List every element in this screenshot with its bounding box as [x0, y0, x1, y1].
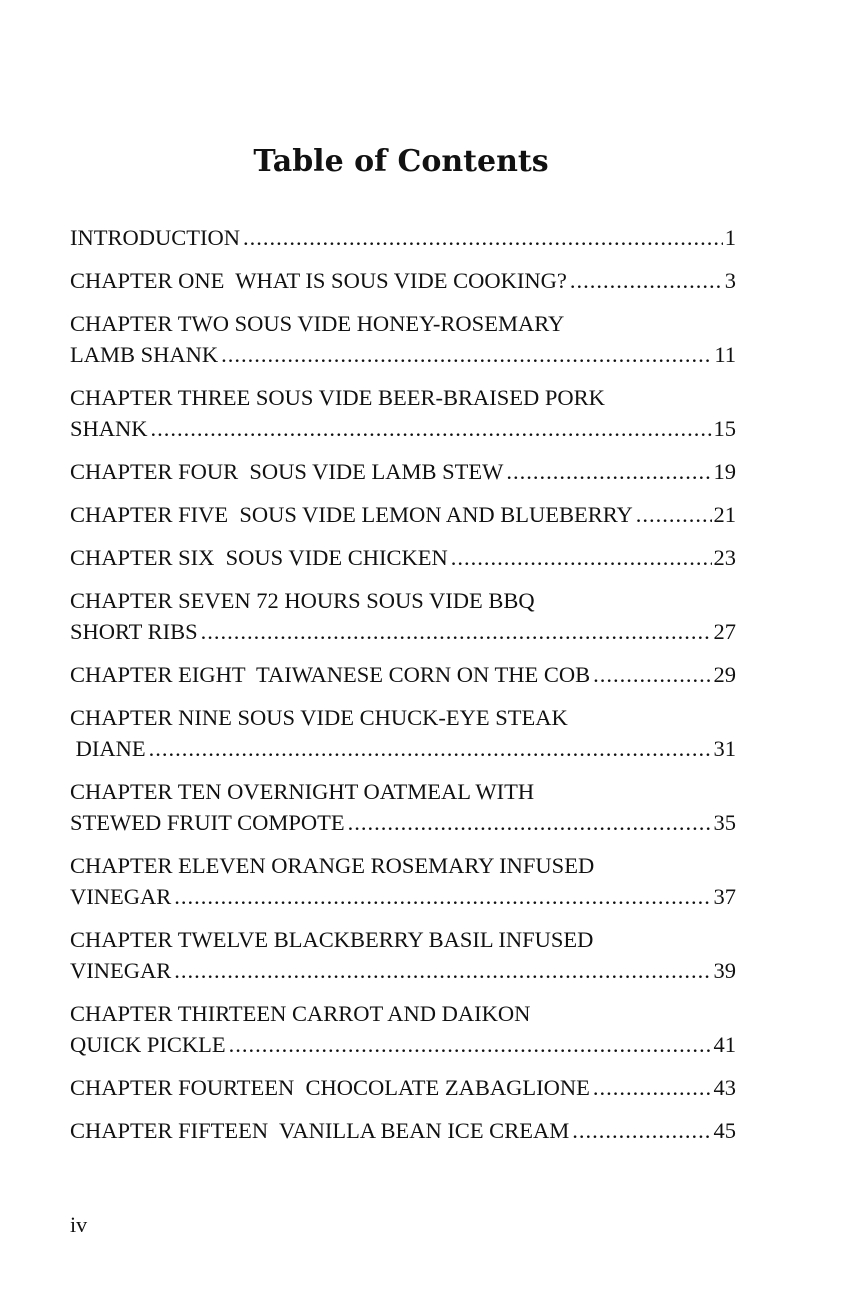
toc-entry-title-line: CHAPTER SEVEN 72 HOURS SOUS VIDE BBQ — [70, 588, 535, 613]
toc-entry[interactable] — [70, 585, 736, 647]
dot-leader — [201, 616, 712, 647]
toc-list — [70, 222, 736, 1158]
toc-entry-page-number: 39 — [713, 958, 736, 983]
toc-entry[interactable] — [70, 499, 736, 530]
dot-leader — [229, 1029, 712, 1060]
toc-entry-title: VINEGAR — [70, 958, 172, 983]
toc-entry-title-line: CHAPTER TWELVE BLACKBERRY BASIL INFUSED — [70, 927, 594, 952]
toc-entry-page-number: 21 — [713, 502, 736, 527]
dot-leader — [151, 413, 712, 444]
toc-entry-page-number: 1 — [724, 225, 736, 250]
toc-entry-title: CHAPTER FIFTEEN VANILLA BEAN ICE CREAM — [70, 1118, 570, 1143]
toc-entry[interactable] — [70, 1115, 736, 1146]
toc-entry-title-line: CHAPTER TWO SOUS VIDE HONEY-ROSEMARY — [70, 311, 565, 336]
toc-entry-leader-line — [70, 222, 736, 253]
toc-entry[interactable] — [70, 382, 736, 444]
toc-entry-leader-line — [70, 265, 736, 296]
toc-entry[interactable] — [70, 998, 736, 1060]
toc-entry[interactable] — [70, 542, 736, 573]
toc-entry-title: CHAPTER FIVE SOUS VIDE LEMON AND BLUEBERRY — [70, 502, 633, 527]
dot-leader — [570, 265, 723, 296]
toc-entry-title-line: CHAPTER THIRTEEN CARROT AND DAIKON — [70, 1001, 531, 1026]
dot-leader — [243, 222, 723, 253]
toc-entry[interactable] — [70, 702, 736, 764]
toc-entry[interactable] — [70, 924, 736, 986]
toc-entry-title: SHORT RIBS — [70, 619, 198, 644]
toc-entry-leader-line — [70, 659, 736, 690]
toc-entry-page-number: 27 — [713, 619, 736, 644]
toc-entry-page-number: 37 — [713, 884, 736, 909]
dot-leader — [572, 1115, 711, 1146]
dot-leader — [221, 339, 712, 370]
toc-entry-title: CHAPTER FOURTEEN CHOCOLATE ZABAGLIONE — [70, 1075, 590, 1100]
page-number-footer: iv — [70, 1212, 88, 1237]
toc-entry-title: INTRODUCTION — [70, 225, 240, 250]
toc-entry-page-number: 41 — [713, 1032, 736, 1057]
toc-entry[interactable] — [70, 308, 736, 370]
toc-entry-title: VINEGAR — [70, 884, 172, 909]
toc-entry-page-number: 43 — [713, 1075, 736, 1100]
toc-entry[interactable] — [70, 850, 736, 912]
toc-entry-leader-line — [70, 413, 736, 444]
dot-leader — [348, 807, 712, 838]
dot-leader — [636, 499, 712, 530]
toc-entry[interactable] — [70, 776, 736, 838]
toc-entry-leader-line — [70, 955, 736, 986]
toc-entry-page-number: 11 — [714, 342, 736, 367]
toc-entry-leader-line — [70, 733, 736, 764]
dot-leader — [451, 542, 712, 573]
toc-entry[interactable] — [70, 1072, 736, 1103]
toc-entry-leader-line — [70, 339, 736, 370]
toc-entry-page-number: 23 — [713, 545, 736, 570]
toc-entry-page-number: 15 — [713, 416, 736, 441]
toc-entry[interactable] — [70, 659, 736, 690]
toc-entry[interactable] — [70, 265, 736, 296]
dot-leader — [593, 659, 711, 690]
toc-entry-leader-line — [70, 1029, 736, 1060]
toc-entry-leader-line — [70, 456, 736, 487]
dot-leader — [174, 881, 711, 912]
toc-entry-page-number: 29 — [713, 662, 736, 687]
page-title: Table of Contents — [253, 144, 549, 179]
toc-entry-title: LAMB SHANK — [70, 342, 219, 367]
dot-leader — [174, 955, 711, 986]
toc-entry-title: STEWED FRUIT COMPOTE — [70, 810, 345, 835]
toc-entry-leader-line — [70, 616, 736, 647]
dot-leader — [506, 456, 711, 487]
toc-entry-title: CHAPTER FOUR SOUS VIDE LAMB STEW — [70, 459, 504, 484]
toc-entry-page-number: 19 — [713, 459, 736, 484]
toc-entry[interactable] — [70, 456, 736, 487]
toc-entry-page-number: 45 — [713, 1118, 736, 1143]
toc-entry[interactable] — [70, 222, 736, 253]
toc-entry-leader-line — [70, 807, 736, 838]
toc-entry-title: DIANE — [70, 736, 146, 761]
toc-entry-title: CHAPTER SIX SOUS VIDE CHICKEN — [70, 545, 448, 570]
toc-entry-title-line: CHAPTER TEN OVERNIGHT OATMEAL WITH — [70, 779, 535, 804]
toc-entry-title: QUICK PICKLE — [70, 1032, 226, 1057]
toc-entry-leader-line — [70, 1072, 736, 1103]
toc-entry-leader-line — [70, 499, 736, 530]
dot-leader — [149, 733, 712, 764]
toc-entry-page-number: 31 — [713, 736, 736, 761]
toc-entry-leader-line — [70, 1115, 736, 1146]
toc-entry-title: CHAPTER EIGHT TAIWANESE CORN ON THE COB — [70, 662, 591, 687]
toc-entry-page-number: 35 — [713, 810, 736, 835]
toc-entry-page-number: 3 — [724, 268, 736, 293]
toc-entry-leader-line — [70, 881, 736, 912]
toc-entry-title: SHANK — [70, 416, 148, 441]
dot-leader — [593, 1072, 712, 1103]
toc-entry-title-line: CHAPTER NINE SOUS VIDE CHUCK-EYE STEAK — [70, 705, 568, 730]
toc-entry-title: CHAPTER ONE WHAT IS SOUS VIDE COOKING? — [70, 268, 567, 293]
toc-entry-leader-line — [70, 542, 736, 573]
toc-entry-title-line: CHAPTER THREE SOUS VIDE BEER-BRAISED PORK — [70, 385, 605, 410]
toc-entry-title-line: CHAPTER ELEVEN ORANGE ROSEMARY INFUSED — [70, 853, 595, 878]
